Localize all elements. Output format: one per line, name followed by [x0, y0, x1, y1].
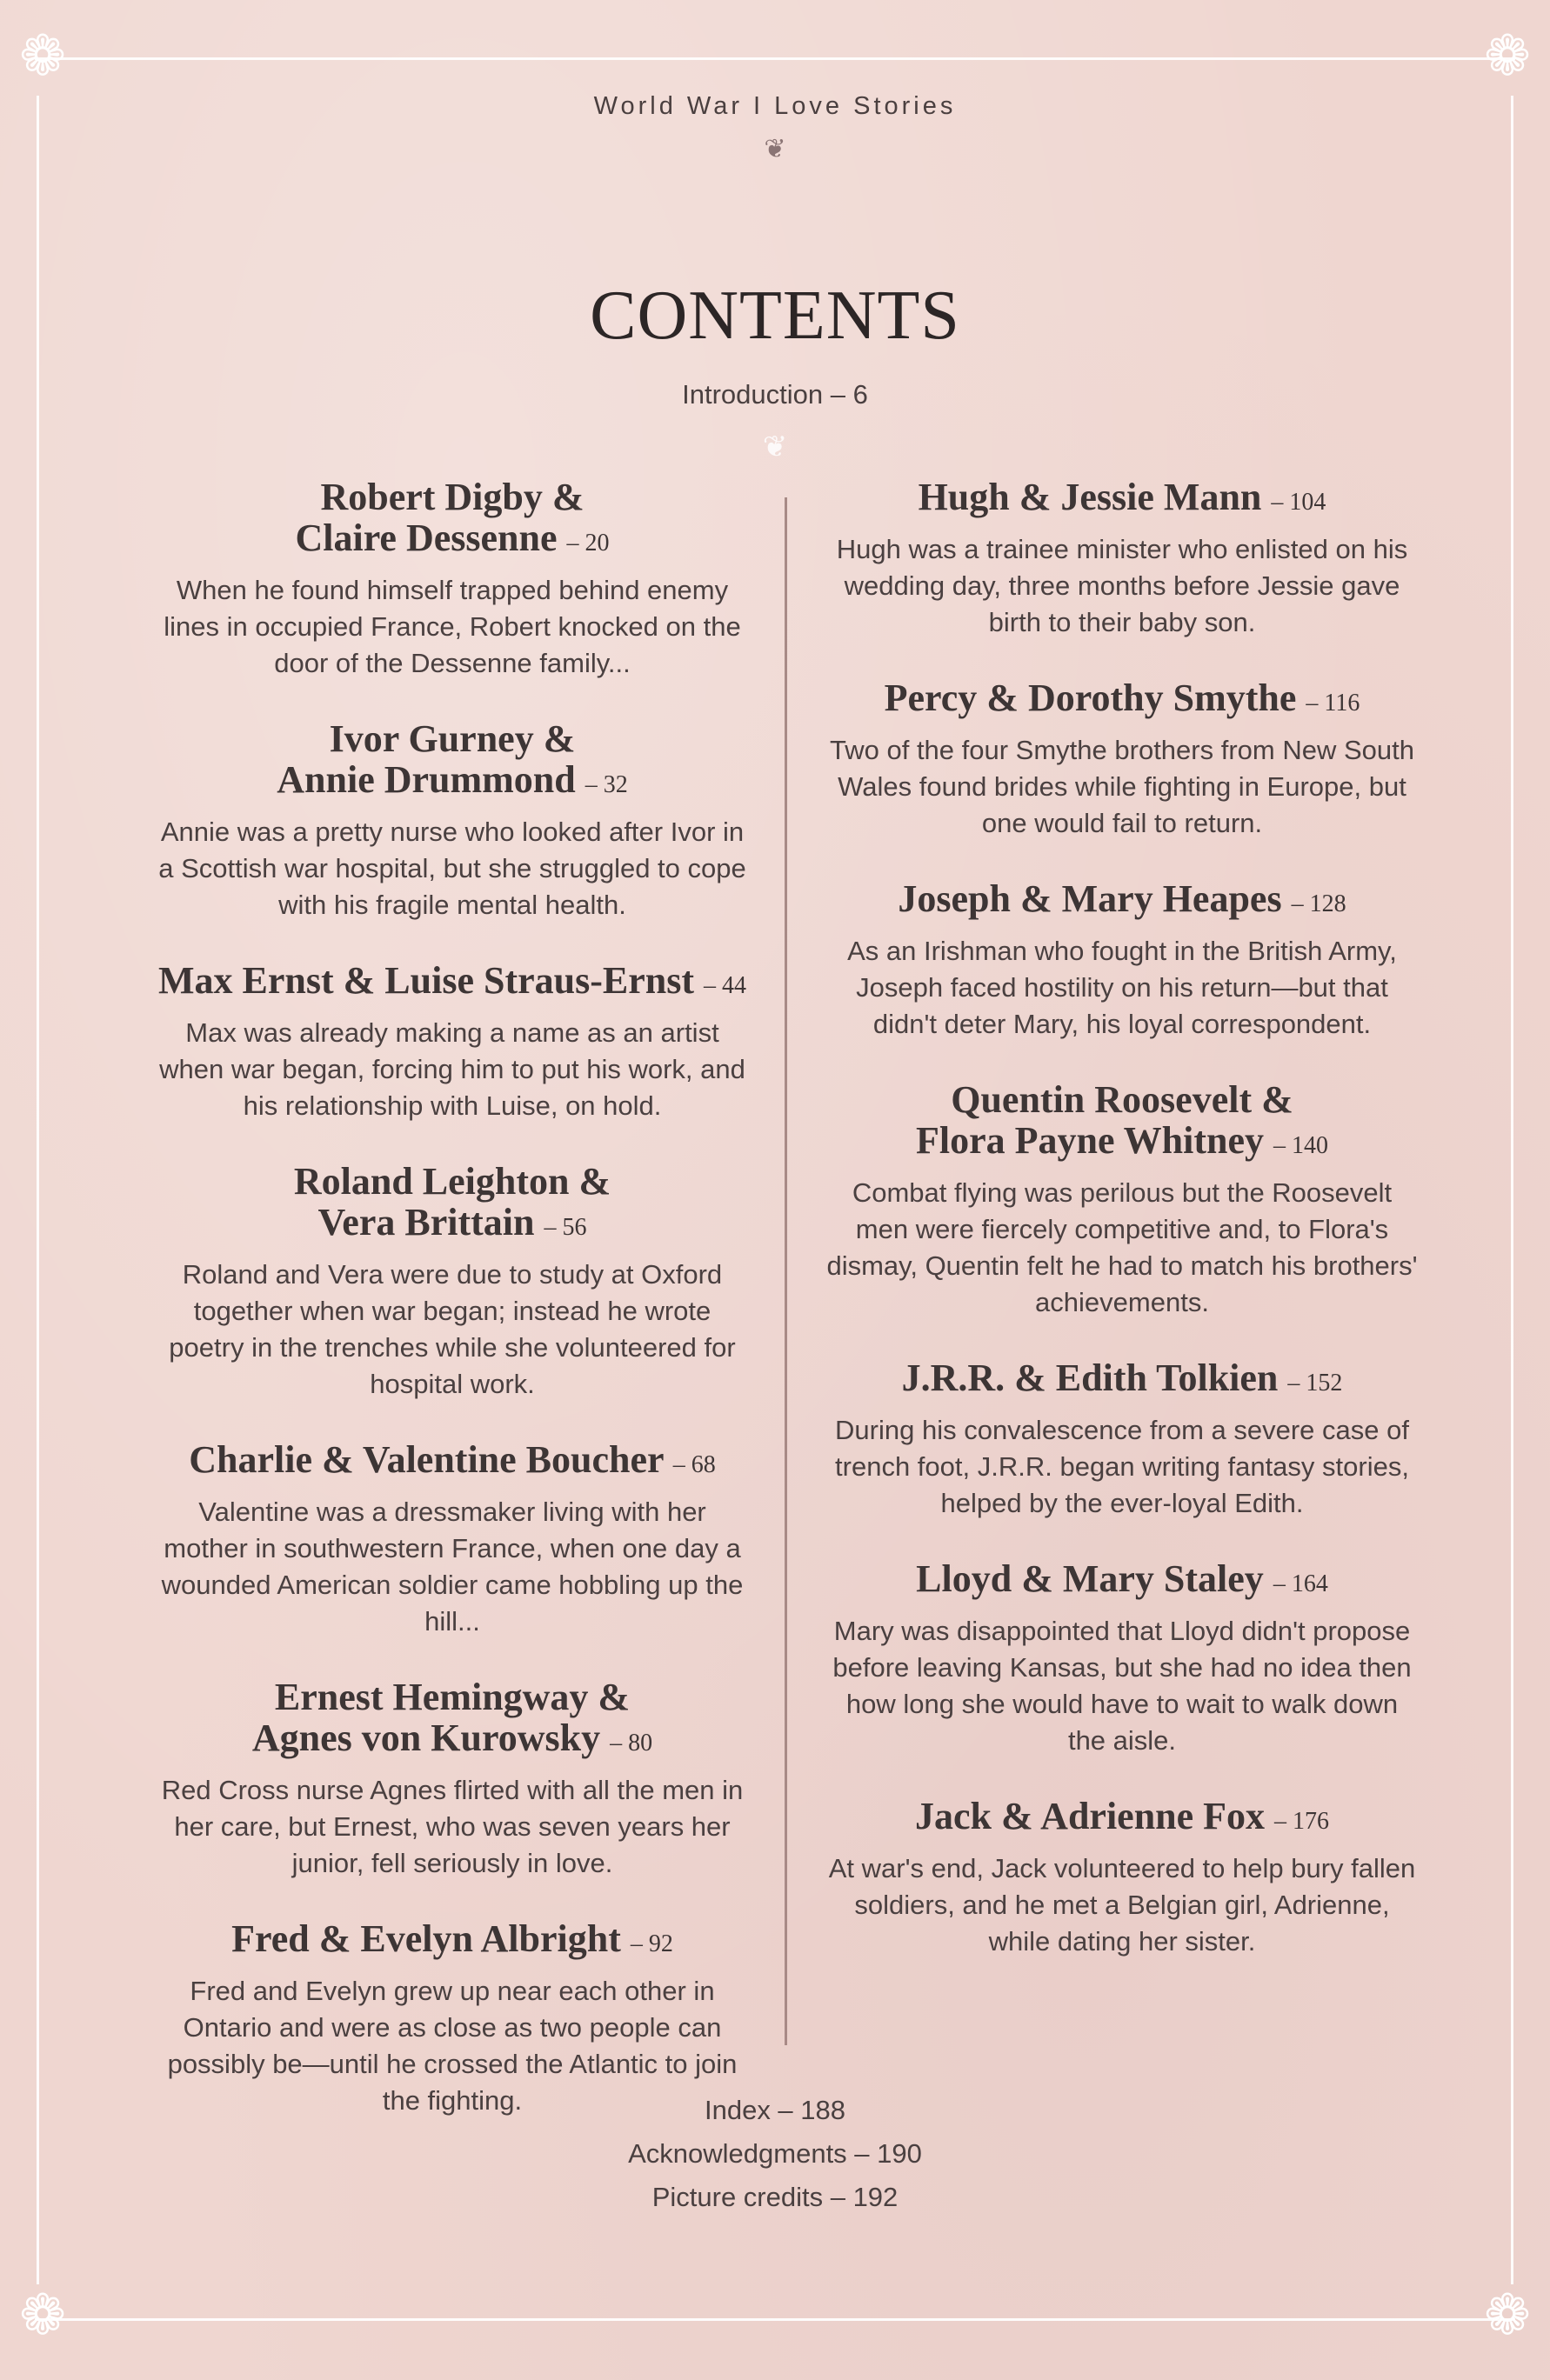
toc-entry[interactable]	[826, 1357, 1418, 1522]
toc-entry-description: Combat flying was perilous but the Roosevelt men were fiercely competitive and, to Flora's dismay, Quentin felt he had to match his brothers' achievements.	[826, 1177, 1418, 1317]
toc-entry-title-line: J.R.R. & Edith Tolkien	[901, 1357, 1279, 1399]
toc-entry[interactable]	[826, 878, 1418, 1043]
toc-picture-credits-link[interactable]: Picture credits – 192	[651, 2182, 899, 2212]
floral-corner-icon: ❁	[1484, 24, 1531, 89]
toc-entry-title-line: Fred & Evelyn Albright	[231, 1917, 621, 1960]
toc-entry-description: At war's end, Jack volunteered to help bury fallen soldiers, and he met a Belgian girl, Adrienne, while dating her sister.	[828, 1853, 1416, 1957]
toc-entry-title	[826, 677, 1418, 723]
toc-acknowledgments-link[interactable]: Acknowledgments – 190	[628, 2138, 922, 2169]
toc-index-link[interactable]: Index – 188	[704, 2095, 846, 2125]
toc-entry-description: Two of the four Smythe brothers from New South Wales found brides while fighting in Europe, but one would fail to return.	[830, 735, 1414, 838]
toc-entry-title-line: Charlie & Valentine Boucher	[189, 1438, 664, 1481]
toc-entry-description: As an Irishman who fought in the British Army, Joseph faced hostility on his return—but that didn't deter Mary, his loyal correspondent.	[847, 936, 1397, 1039]
toc-entry[interactable]	[157, 718, 748, 923]
toc-entry-page: – 80	[610, 1730, 653, 1757]
toc-entry-title	[157, 1677, 748, 1763]
page-title: CONTENTS	[590, 277, 960, 354]
toc-entry[interactable]	[826, 477, 1418, 641]
toc-entry-page: – 56	[544, 1214, 587, 1241]
toc-entry-title-line: Vera Brittain	[317, 1201, 535, 1243]
toc-entry-title-line: Ivor Gurney &	[329, 717, 576, 760]
toc-entry-page: – 44	[704, 972, 747, 999]
toc-entry-page: – 116	[1306, 690, 1360, 717]
toc-entry-title	[826, 1558, 1418, 1604]
toc-entry-page: – 20	[566, 530, 610, 557]
floral-corner-icon: ❁	[19, 2283, 66, 2348]
toc-entry[interactable]	[157, 477, 748, 682]
toc-introduction-link[interactable]: Introduction – 6	[682, 379, 868, 410]
flourish-icon: ❦	[764, 134, 786, 164]
toc-entry-description: Red Cross nurse Agnes flirted with all the men in her care, but Ernest, who was seven years her junior, fell seriously in love.	[161, 1775, 744, 1878]
floral-corner-icon: ❁	[19, 24, 66, 89]
toc-entry-title	[826, 1357, 1418, 1403]
toc-entry-title-line: Lloyd & Mary Staley	[916, 1557, 1264, 1600]
toc-left-column	[157, 477, 748, 2119]
toc-entry-title	[157, 1918, 748, 1964]
toc-entry-title	[157, 477, 748, 563]
toc-entry[interactable]	[826, 1558, 1418, 1759]
toc-entry[interactable]	[157, 1677, 748, 1882]
toc-entry-description: Mary was disappointed that Lloyd didn't propose before leaving Kansas, but she had no idea then how long she would have to wait to walk down the aisle.	[832, 1616, 1412, 1756]
toc-entry-description: During his convalescence from a severe case of trench foot, J.R.R. began writing fantasy stories, helped by the ever-loyal Edith.	[835, 1415, 1409, 1518]
toc-entry-page: – 32	[585, 771, 628, 798]
toc-entry[interactable]	[157, 960, 748, 1124]
toc-entry-title	[157, 960, 748, 1006]
toc-entry-title-line: Annie Drummond	[277, 758, 576, 801]
toc-entry-title-line: Percy & Dorothy Smythe	[884, 677, 1297, 719]
toc-entry[interactable]	[157, 1439, 748, 1640]
toc-entry-title	[157, 1161, 748, 1248]
toc-entry-page: – 164	[1273, 1570, 1328, 1597]
toc-entry-page: – 68	[672, 1451, 716, 1478]
toc-entry-title-line: Flora Payne Whitney	[915, 1119, 1265, 1162]
toc-entry-title-line: Jack & Adrienne Fox	[914, 1795, 1266, 1837]
toc-entry[interactable]	[157, 1161, 748, 1403]
toc-entry-title-line: Robert Digby &	[320, 476, 585, 518]
frame-border-top	[35, 57, 1515, 60]
toc-entry-title-line: Claire Dessenne	[295, 517, 558, 559]
toc-entry-title-line: Hugh & Jessie Mann	[918, 476, 1262, 518]
toc-entry-description: Fred and Evelyn grew up near each other in Ontario and were as close as two people can possibly be—until he crossed the Atlantic to join the fighting.	[167, 1976, 738, 2116]
toc-entry-page: – 176	[1274, 1808, 1330, 1835]
toc-entry-page: – 128	[1291, 890, 1346, 917]
toc-right-column	[826, 477, 1418, 1960]
floral-corner-icon: ❁	[1484, 2283, 1531, 2348]
toc-entry-title-line: Roland Leighton &	[293, 1160, 611, 1203]
toc-backmatter	[0, 2089, 1550, 2219]
toc-entry-page: – 104	[1271, 489, 1326, 516]
toc-entry-title	[826, 878, 1418, 924]
toc-entry-page: – 92	[630, 1930, 673, 1957]
toc-entry-description: Annie was a pretty nurse who looked after Ivor in a Scottish war hospital, but she struggled to cope with his fragile mental health.	[158, 817, 746, 920]
toc-entry-title	[826, 477, 1418, 523]
toc-entry-title	[157, 1439, 748, 1485]
toc-entry-description: Valentine was a dressmaker living with her mother in southwestern France, when one day a wounded American soldier came hobbling up the hill...	[161, 1497, 744, 1637]
toc-entry-page: – 140	[1273, 1132, 1329, 1159]
toc-entry-title-line: Max Ernst & Luise Straus-Ernst	[157, 959, 695, 1002]
toc-entry-description: When he found himself trapped behind enemy lines in occupied France, Robert knocked on the door of the Dessenne family...	[164, 575, 741, 678]
running-head: World War I Love Stories	[593, 92, 957, 120]
toc-entry-page: – 152	[1287, 1370, 1343, 1397]
toc-entry-description: Roland and Vera were due to study at Oxford together when war began; instead he wrote poetry in the trenches while she volunteered for hospital work.	[169, 1259, 736, 1399]
toc-entry-title	[157, 718, 748, 805]
toc-entry-title-line: Joseph & Mary Heapes	[898, 877, 1282, 920]
toc-entry-title-line: Agnes von Kurowsky	[251, 1717, 601, 1759]
frame-border-bottom	[35, 2318, 1515, 2321]
toc-entry-description: Max was already making a name as an artist when war began, forcing him to put his work, and his relationship with Luise, on hold.	[159, 1017, 745, 1121]
toc-entry-title	[826, 1796, 1418, 1842]
toc-entry[interactable]	[826, 1796, 1418, 1960]
toc-entry-title	[826, 1079, 1418, 1166]
frame-border-right	[1511, 96, 1513, 2284]
toc-entry[interactable]	[826, 1079, 1418, 1321]
toc-entry-title-line: Ernest Hemingway &	[274, 1676, 631, 1718]
toc-entry-title-line: Quentin Roosevelt &	[951, 1078, 1293, 1121]
toc-entry[interactable]	[826, 677, 1418, 842]
flourish-icon: ❦	[762, 430, 788, 464]
toc-entry-description: Hugh was a trainee minister who enlisted on his wedding day, three months before Jessie gave birth to their baby son.	[836, 534, 1408, 637]
column-divider	[785, 497, 787, 2045]
frame-border-left	[37, 96, 39, 2284]
